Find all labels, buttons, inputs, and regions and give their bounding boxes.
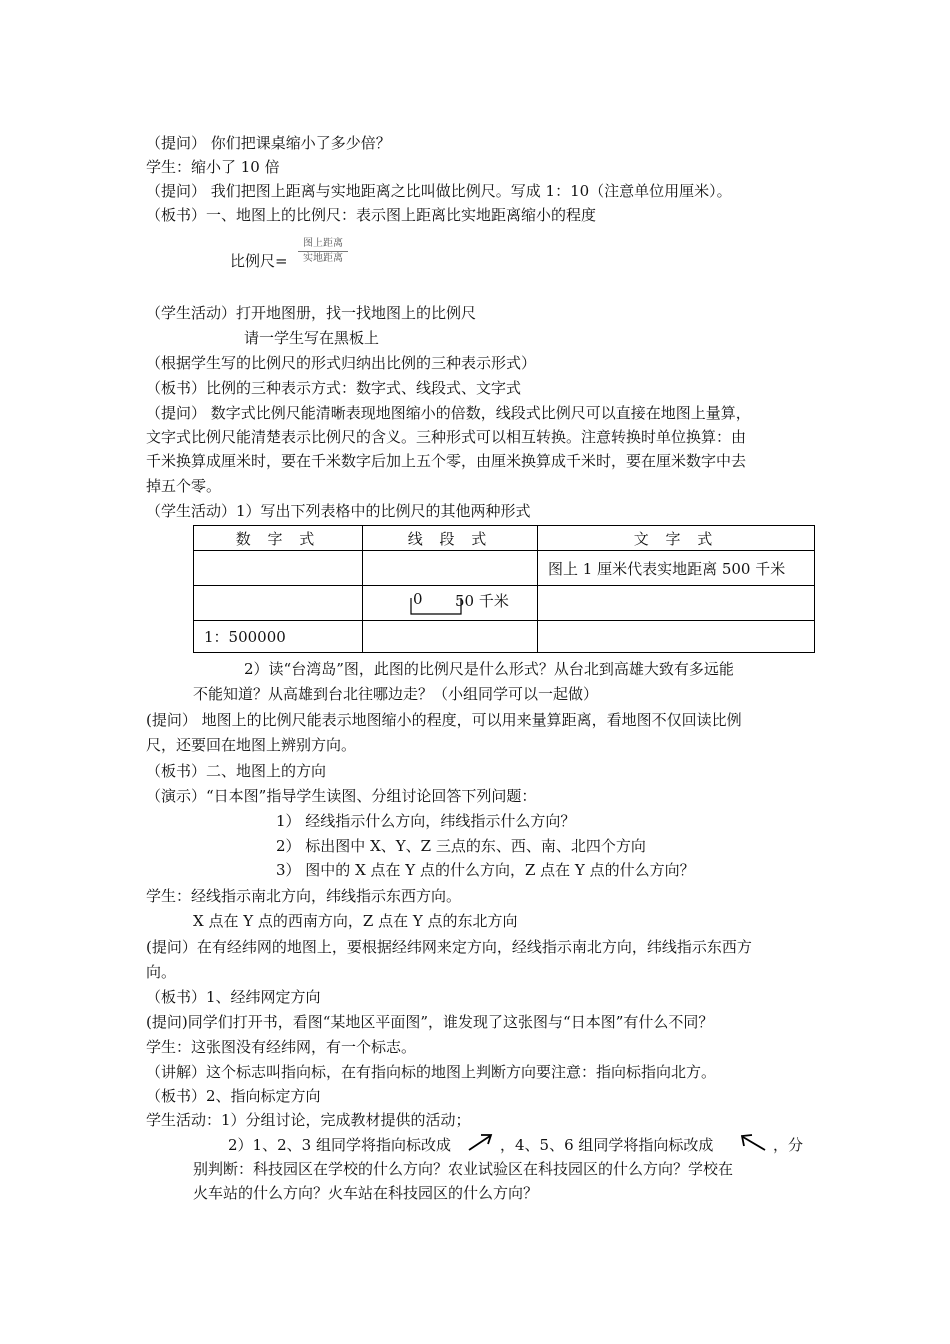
text-line: ，4、5、6 组同学将指向标改成 xyxy=(500,1136,714,1154)
text-line: （演示）“日本图”指导学生读图、分组讨论回答下列问题： xyxy=(146,787,537,805)
table-cell xyxy=(363,551,538,586)
text-line: 文字式比例尺能清楚表示比例尺的含义。三种形式可以相互转换。注意转换时单位换算：由 xyxy=(146,428,747,446)
text-line: （学生活动）打开地图册，找一找地图上的比例尺 xyxy=(146,304,477,322)
text-line: （板书）二、地图上的方向 xyxy=(146,762,327,780)
table-cell xyxy=(538,586,815,621)
table-row xyxy=(194,551,815,586)
fraction-bar xyxy=(298,251,348,252)
text-line: 学生：缩小了 10 倍 xyxy=(146,158,280,176)
text-line: ，分 xyxy=(773,1136,804,1154)
table-header: 线 段 式 xyxy=(363,526,538,551)
text-line: 不能知道？从高雄到台北往哪边走？（小组同学可以一起做） xyxy=(193,685,599,703)
table-cell xyxy=(194,551,363,586)
text-line: （板书）1、经纬网定方向 xyxy=(146,988,321,1006)
arrow-northwest-icon xyxy=(738,1131,768,1153)
text-line: （提问） 我们把图上距离与实地距离之比叫做比例尺。写成 1：10（注意单位用厘米）。 xyxy=(146,182,732,200)
text-line: 3） 图中的 X 点在 Y 点的什么方向，Z 点在 Y 点的什么方向？ xyxy=(276,861,695,879)
text-line: (提问）在有经纬网的地图上，要根据经纬网来定方向，经线指示南北方向，纬线指示东西方 xyxy=(146,938,752,956)
text-line: 学生活动：1）分组讨论，完成教材提供的活动； xyxy=(146,1111,471,1129)
text-line: （学生活动）1）写出下列表格中的比例尺的其他两种形式 xyxy=(146,502,531,520)
scale-fraction xyxy=(298,238,348,265)
table-row xyxy=(194,586,815,621)
text-line: 学生：这张图没有经纬网，有一个标志。 xyxy=(146,1038,417,1056)
text-line: X 点在 Y 点的西南方向，Z 点在 Y 点的东北方向 xyxy=(193,912,518,930)
text-line: （根据学生写的比例尺的形式归纳出比例的三种表示形式） xyxy=(146,354,537,372)
table-header: 文 字 式 xyxy=(538,526,815,551)
scale-bar-end: 50 千米 xyxy=(455,592,509,610)
text-line: (提问)同学们打开书，看图“某地区平面图”，谁发现了这张图与“日本图”有什么不同？ xyxy=(146,1013,714,1031)
text-line: 2）1、2、3 组同学将指向标改成 xyxy=(228,1136,451,1154)
table-cell xyxy=(363,586,538,621)
text-line: 2） 标出图中 X、Y、Z 三点的东、西、南、北四个方向 xyxy=(276,837,646,855)
table-row xyxy=(194,621,815,653)
text-line: 请一学生写在黑板上 xyxy=(244,329,380,347)
text-line: （提问） 你们把课桌缩小了多少倍？ xyxy=(146,134,391,152)
text-line: (提问） 地图上的比例尺能表示地图缩小的程度，可以用来量算距离，看地图不仅回读比例 xyxy=(146,711,742,729)
text-line: 别判断：科技园区在学校的什么方向？农业试验区在科技园区的什么方向？学校在 xyxy=(193,1160,734,1178)
text-line: （讲解）这个标志叫指向标，在有指向标的地图上判断方向要注意：指向标指向北方。 xyxy=(146,1063,717,1081)
text-line: 尺，还要回在地图上辨别方向。 xyxy=(146,736,357,754)
text-line: （板书）2、指向标定方向 xyxy=(146,1087,321,1105)
fraction-denominator: 实地距离 xyxy=(303,253,343,264)
text-line: 掉五个零。 xyxy=(146,477,222,495)
table-header: 数 字 式 xyxy=(194,526,363,551)
line-scale-bar xyxy=(373,588,527,618)
scale-table xyxy=(193,525,815,653)
scale-bar-start: 0 xyxy=(413,590,423,608)
text-line: 1） 经线指示什么方向，纬线指示什么方向？ xyxy=(276,812,576,830)
text-line: （板书）一、地图上的比例尺：表示图上距离比实地距离缩小的程度 xyxy=(146,206,597,224)
table-cell: 1：500000 xyxy=(194,621,363,653)
table-cell xyxy=(194,586,363,621)
text-line: 2）读“台湾岛”图，此图的比例尺是什么形式？从台北到高雄大致有多远能 xyxy=(244,660,734,678)
table-cell xyxy=(538,621,815,653)
table-cell xyxy=(363,621,538,653)
table-cell: 图上 1 厘米代表实地距离 500 千米 xyxy=(538,551,815,586)
text-line: （板书）比例的三种表示方式：数字式、线段式、文字式 xyxy=(146,379,522,397)
text-line: 向。 xyxy=(146,963,177,981)
text-line: 火车站的什么方向？火车站在科技园区的什么方向？ xyxy=(193,1184,539,1202)
text-line: （提问） 数字式比例尺能清晰表现地图缩小的倍数，线段式比例尺可以直接在地图上量算， xyxy=(146,404,751,422)
scale-formula-label: 比例尺= xyxy=(230,252,288,270)
fraction-numerator: 图上距离 xyxy=(303,238,343,249)
arrow-northeast-icon xyxy=(466,1131,494,1153)
text-line: 学生：经线指示南北方向，纬线指示东西方向。 xyxy=(146,887,462,905)
text-line: 千米换算成厘米时，要在千米数字后加上五个零，由厘米换算成千米时，要在厘米数字中去 xyxy=(146,452,747,470)
